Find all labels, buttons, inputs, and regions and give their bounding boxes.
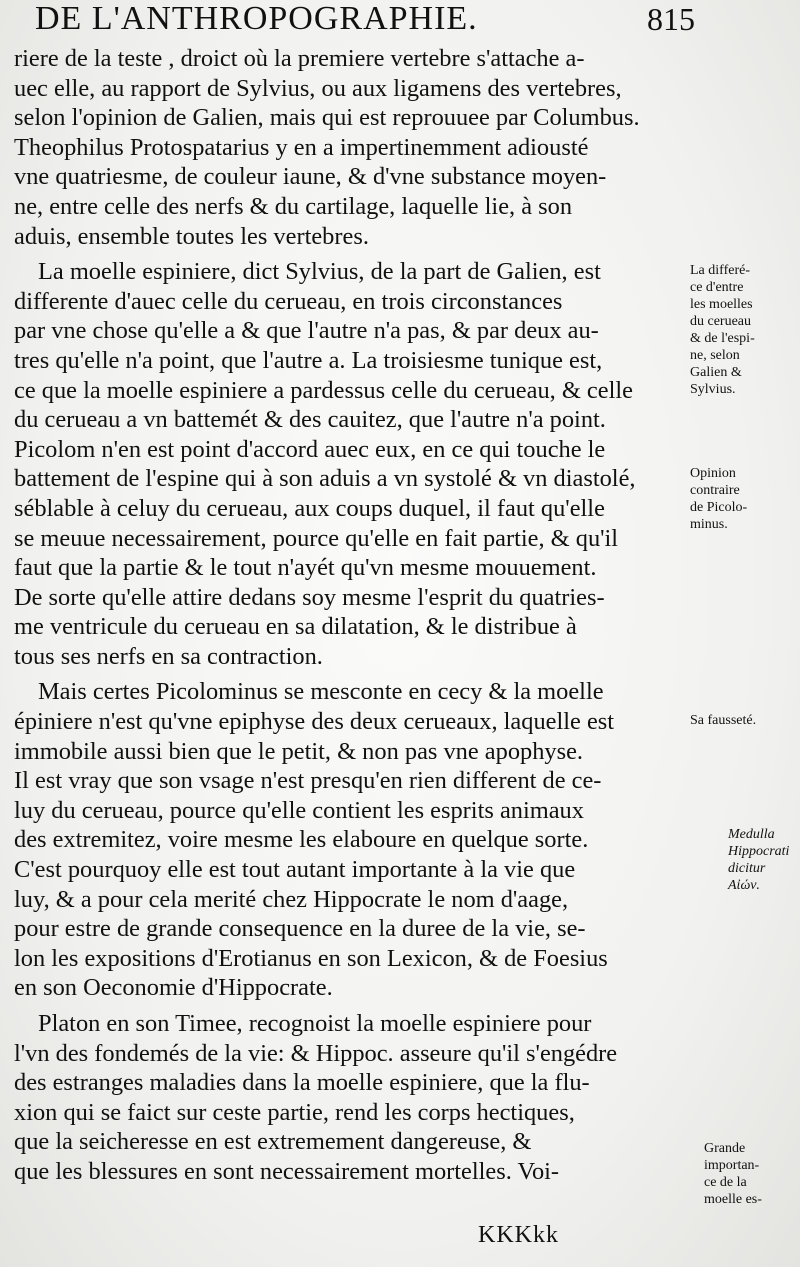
text-line: differente d'auec celle du cerueau, en trois circonstances [14,287,563,315]
text-line: séblable à celuy du cerueau, aux coups duquel, il faut qu'elle [14,494,605,522]
text-line: luy du cerueau, pource qu'elle contient les esprits animaux [14,796,584,824]
paragraph-start-line: Mais certes Picolominus se mesconte en cecy & la moelle [38,678,604,706]
signature-mark: KKKkk [478,1222,559,1248]
margin-note-falsity: Sa fausseté. [690,713,757,728]
text-line: uec elle, au rapport de Sylvius, ou aux ligamens des vertebres, [14,74,622,102]
running-title: DE L'ANTHROPOGRAPHIE. [35,0,478,37]
text-line: des estranges maladies dans la moelle espiniere, que la flu- [14,1069,590,1097]
text-line: Picolom n'en est point d'accord auec eux, en ce qui touche le [14,435,606,463]
text-line: vne quatriesme, de couleur iaune, & d'vne substance moyen- [14,163,607,191]
text-line: se meuue necessairement, pource qu'elle en fait partie, & qu'il [14,524,619,552]
text-line: tres qu'elle n'a point, que l'autre a. La troisiesme tunique est, [14,346,603,374]
text-line: ne, entre celle des nerfs & du cartilage, laquelle lie, à son [14,192,573,220]
text-line: l'vn des fondemés de la vie: & Hippoc. asseure qu'il s'engédre [14,1039,618,1067]
main-text-column [14,44,686,1187]
margin-note-opinion: Opinion contraire de Picolo- minus. [690,466,748,532]
paragraph-start-line: La moelle espiniere, dict Sylvius, de la part de Galien, est [38,258,601,286]
text-line: lon les expositions d'Erotianus en son Lexicon, & de Foesius [14,944,608,972]
text-line: faut que la partie & le tout n'ayét qu'vn mesme mouuement. [14,554,597,582]
text-line: xion qui se faict sur ceste partie, rend les corps hectiques, [14,1098,575,1126]
text-line: pour estre de grande consequence en la duree de la vie, se- [14,915,586,943]
text-line: que les blessures en sont necessairement mortelles. Voi- [14,1157,560,1185]
margin-notes-column [690,0,800,1267]
margin-note-medulla: Medulla Hippocrati dicitur Aἰών. [728,827,790,893]
text-line: De sorte qu'elle attire dedans soy mesme l'esprit du quatries- [14,583,605,611]
running-header [35,0,695,40]
text-line: riere de la teste , droict où la premiere vertebre s'attache a- [14,45,585,72]
text-line: luy, & a pour cela merité chez Hippocrate le nom d'aage, [14,885,569,913]
text-line: épiniere n'est qu'vne epiphyse des deux cerueaux, laquelle est [14,708,615,736]
paragraph-start-line: Platon en son Timee, recognoist la moelle espiniere pour [38,1010,592,1037]
text-line: selon l'opinion de Galien, mais qui est reprouuee par Columbus. [14,104,640,132]
text-line: Il est vray que son vsage n'est presqu'en rien different de ce- [14,767,602,795]
text-line: du cerueau a vn battemét & des cauitez, que l'autre n'a point. [14,406,606,434]
text-line: Theophilus Protospatarius y en a impertinemment adiousté [14,133,589,161]
page-number: 815 [647,1,695,37]
text-line: des extremitez, voire mesme les elaboure en quelque sorte. [14,826,589,854]
text-line: me ventricule du cerueau en sa dilatation, & le distribue à [14,613,577,641]
text-line: battement de l'espine qui à son aduis a vn systolé & vn diastolé, [14,465,636,493]
text-line: que la seicheresse en est extremement dangereuse, & [14,1128,532,1156]
text-line: immobile aussi bien que le petit, & non pas vne apophyse. [14,737,584,765]
text-line: tous ses nerfs en sa contraction. [14,642,323,670]
margin-note-difference: La differé- ce d'entre les moelles du cerueau & de l'espi- ne, selon Galien & Sylvius. [690,263,755,397]
text-line: C'est pourquoy elle est tout autant importante à la vie que [14,856,576,884]
text-line: aduis, ensemble toutes les vertebres. [14,222,369,250]
text-line: en son Oeconomie d'Hippocrate. [14,974,333,1002]
text-line: par vne chose qu'elle a & que l'autre n'a pas, & par deux au- [14,317,599,345]
text-line: ce que la moelle espiniere a pardessus celle du cerueau, & celle [14,376,633,404]
margin-note-importance: Grande importan- ce de la moelle es- [704,1141,762,1207]
